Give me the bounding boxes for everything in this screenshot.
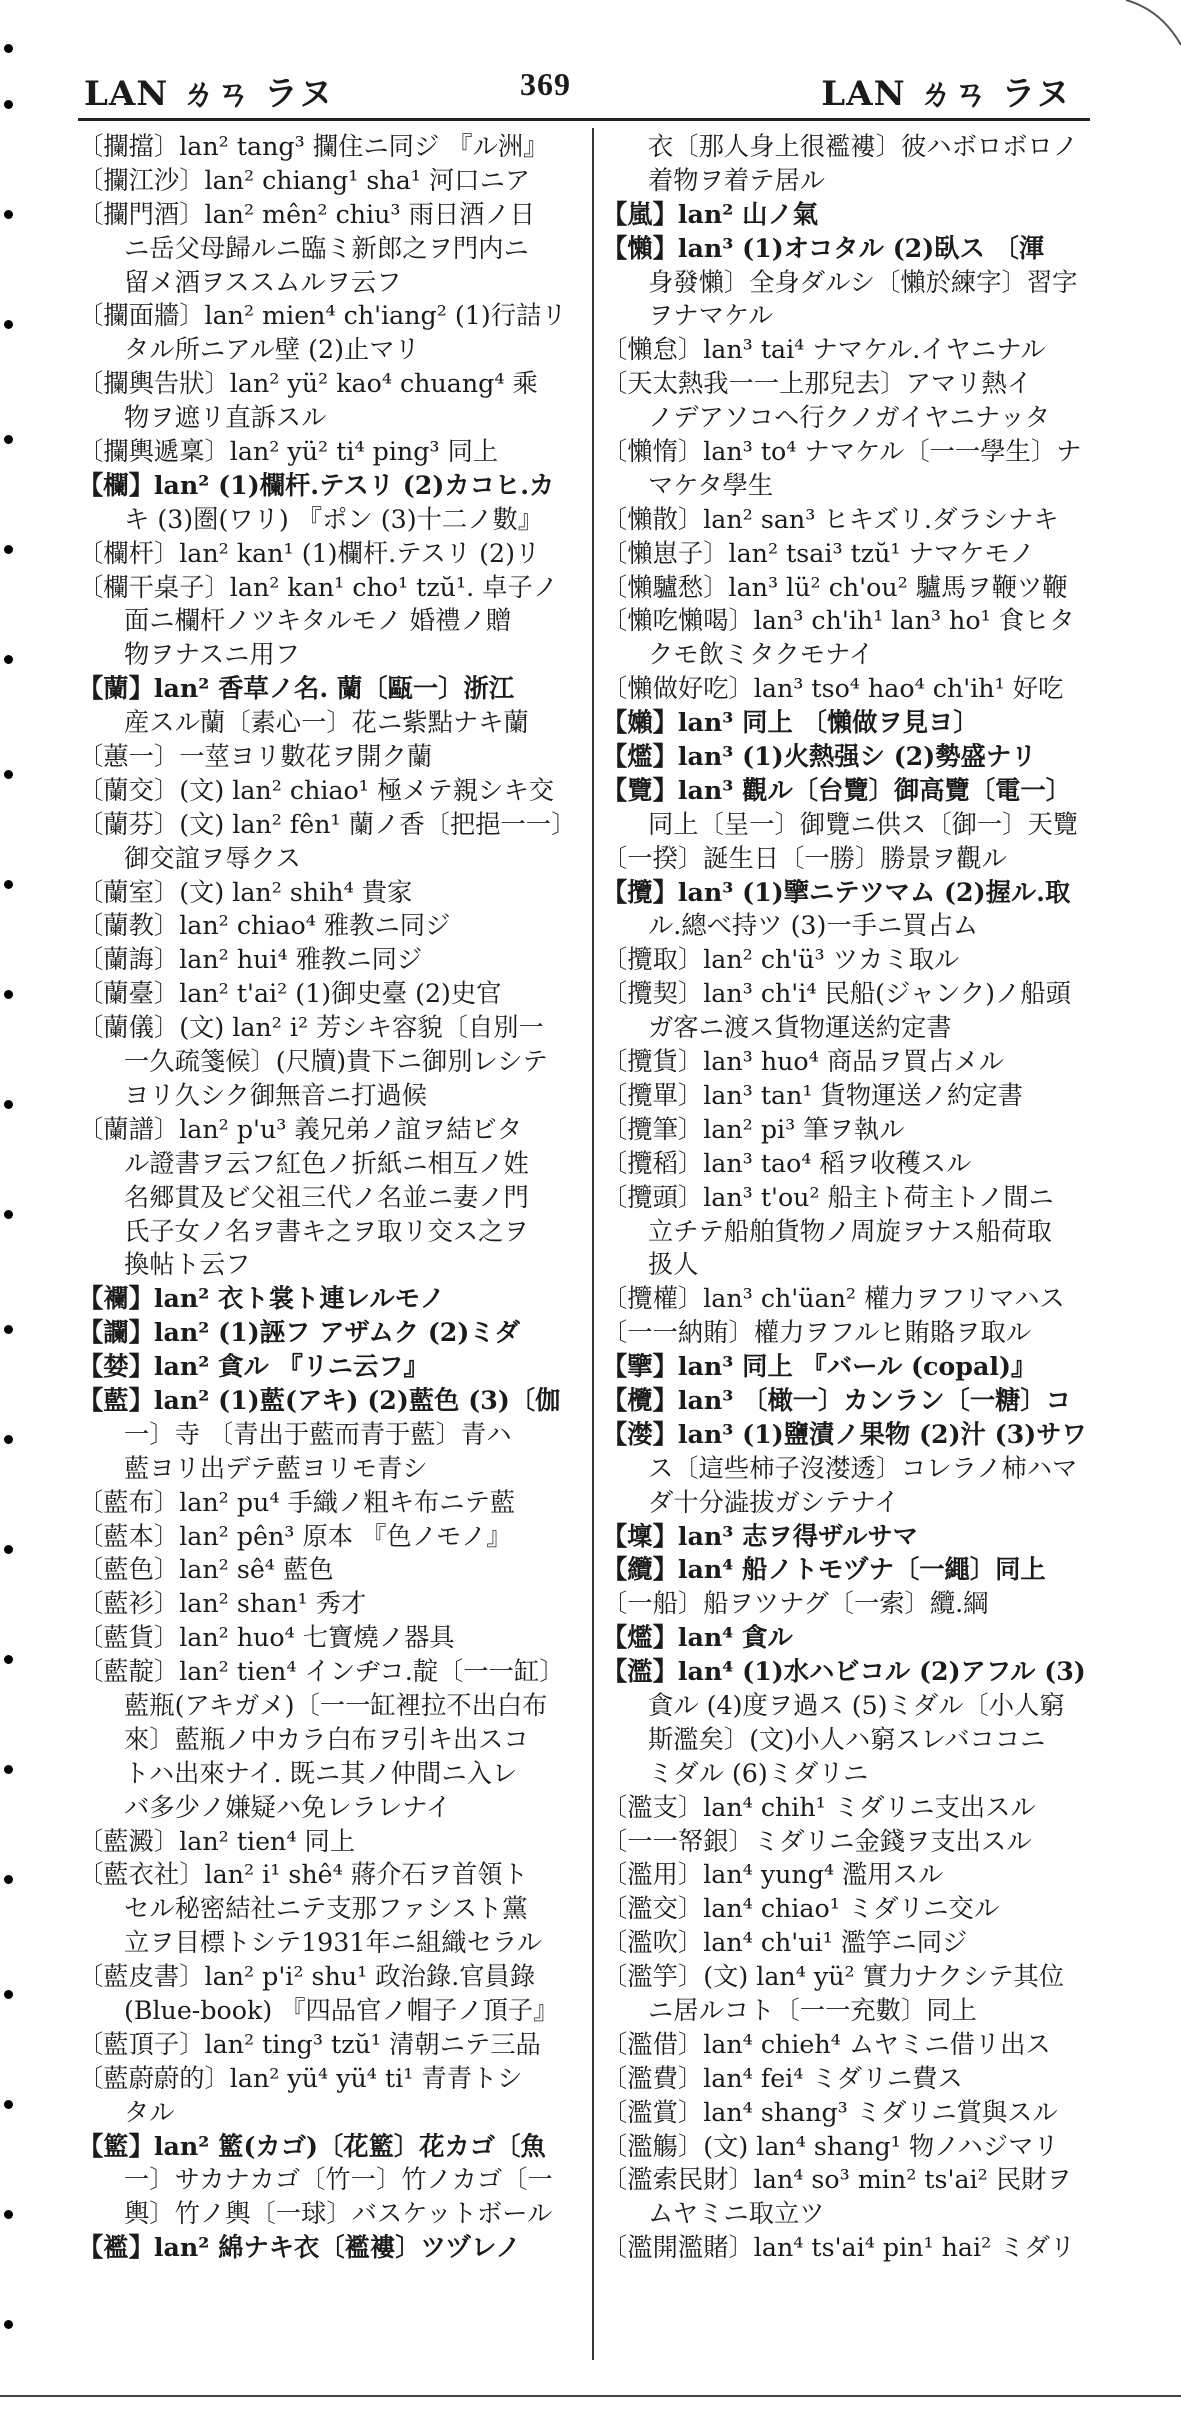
dictionary-entry-line: 〔一揆〕誕生日〔一勝〕勝景ヲ觀ル	[602, 843, 1007, 873]
dictionary-entry-line: 〔濫開濫賭〕lan⁴ ts'ai⁴ pin¹ hai² ミダリ	[602, 2233, 1076, 2263]
dictionary-entry-line: 〔蘭交〕(文) lan² chiao¹ 極メテ親シキ交	[78, 775, 555, 805]
dictionary-entry-line: 〔欄干桌子〕lan² kan¹ cho¹ tzŭ¹. 卓子ノ	[78, 572, 559, 602]
dictionary-entry-line: 物ヲナスニ用フ	[124, 640, 301, 670]
dictionary-entry-line: 〔濫借〕lan⁴ chieh⁴ ムヤミニ借リ出ス	[602, 2029, 1051, 2059]
dictionary-entry-line: 〔濫吹〕lan⁴ ch'ui¹ 濫竽ニ同ジ	[602, 1928, 968, 1958]
dictionary-entry-line: 留メ酒ヲススムルヲ云フ	[124, 267, 402, 297]
dictionary-entry-line: タル	[124, 2097, 175, 2127]
dictionary-headword-line: 【欖】lan³ 〔橄一〕カンラン〔一糖〕コ	[602, 1384, 1072, 1415]
dictionary-headword-line: 【濫】lan⁴ (1)水ハビコル (2)アフル (3)	[602, 1656, 1086, 1687]
dictionary-entry-line: 〔藍布〕lan² pu⁴ 手織ノ粗キ布ニテ藍	[78, 1487, 516, 1517]
dictionary-entry-line: 〔藍貨〕lan² huo⁴ 七寶燒ノ器具	[78, 1623, 455, 1653]
dictionary-entry-line: 〔蕙一〕一莖ヨリ數花ヲ開ク蘭	[78, 742, 433, 772]
dictionary-entry-line: 輿〕竹ノ輿〔一球〕バスケットボール	[124, 2199, 553, 2229]
dictionary-entry-line: ニ居ルコト〔一一充數〕同上	[648, 1995, 977, 2025]
dictionary-entry-line: 立ヲ目標トシテ1931年ニ組織セラル	[124, 1928, 542, 1958]
dictionary-entry-line: 藍ヨリ出デテ藍ヨリモ青シ	[124, 1453, 428, 1483]
dictionary-entry-line: 〔攔輿遞稟〕lan² yü² ti⁴ ping³ 同上	[78, 437, 499, 467]
binding-hole-mark	[4, 320, 13, 329]
dictionary-entry-line: 〔懶做好吃〕lan³ tso⁴ hao⁴ ch'ih¹ 好吃	[602, 674, 1064, 704]
dictionary-headword-line: 【藍】lan² (1)藍(アキ) (2)藍色 (3)〔伽	[78, 1384, 561, 1415]
dictionary-entry-line: 身發懶〕全身ダルシ〔懶於練字〕習字	[648, 267, 1078, 297]
dictionary-entry-line: バ多少ノ嫌疑ハ免レラレナイ	[124, 1792, 452, 1822]
dictionary-entry-line: 〔一一納賄〕權力ヲフルヒ賄賂ヲ取ル	[602, 1318, 1032, 1348]
dictionary-entry-line: 一〕サカナカゴ〔竹一〕竹ノカゴ〔一	[124, 2165, 553, 2195]
dictionary-entry-line: ヲナマケル	[648, 301, 774, 331]
dictionary-entry-line: 〔濫觴〕(文) lan⁴ shang¹ 物ノハジマリ	[602, 2131, 1059, 2161]
dictionary-headword-line: 【爁】lan³ (1)火熱强シ (2)勢盛ナリ	[602, 741, 1037, 772]
dictionary-entry-line: ル.總べ持ツ (3)一手ニ買占ム	[648, 911, 979, 941]
dictionary-headword-line: 【懶】lan³ (1)オコタル (2)臥ス 〔渾	[602, 232, 1045, 263]
binding-hole-mark	[4, 770, 13, 779]
dictionary-entry-line: 物ヲ遮リ直訴スル	[124, 403, 327, 433]
dictionary-headword-line: 【壈】lan³ 志ヲ得ザルサマ	[602, 1520, 918, 1551]
dictionary-entry-line: 〔天太熱我一一上那兒去〕アマリ熱イ	[602, 369, 1033, 399]
dictionary-entry-line: 斯濫矣〕(文)小人ハ窮スレバココニ	[648, 1724, 1046, 1754]
dictionary-entry-line: キ (3)圏(ワリ) 『ポン (3)十二ノ數』	[124, 504, 544, 534]
page-number: 369	[520, 66, 571, 102]
dictionary-headword-line: 【漤】lan³ (1)鹽漬ノ果物 (2)汁 (3)サワ	[602, 1418, 1087, 1449]
binding-hole-mark	[4, 1765, 13, 1774]
left-column	[78, 130, 578, 2265]
dictionary-headword-line: 【嬾】lan³ 同上 〔懶做ヲ見ヨ〕	[602, 707, 979, 738]
dictionary-entry-line: 換帖ト云フ	[124, 1250, 251, 1280]
dictionary-entry-line: トハ出來ナイ. 既ニ其ノ仲間ニ入レ	[124, 1758, 518, 1788]
dictionary-entry-line: 〔懶崽子〕lan² tsai³ tzŭ¹ ナマケモノ	[602, 538, 1035, 568]
dictionary-entry-line: 立チテ船舶貨物ノ周旋ヲナス船荷取	[648, 1216, 1052, 1246]
dictionary-entry-line: ムヤミニ取立ツ	[648, 2199, 825, 2229]
dictionary-entry-line: ガ客ニ渡ス貨物運送約定書	[648, 1013, 952, 1043]
dictionary-entry-line: 〔藍衫〕lan² shan¹ 秀才	[78, 1589, 367, 1619]
dictionary-entry-line: 〔濫交〕lan⁴ chiao¹ ミダリニ交ル	[602, 1894, 1000, 1924]
dictionary-headword-line: 【讕】lan² (1)誣フ アザムク (2)ミダ	[78, 1317, 520, 1348]
dictionary-headword-line: 【婪】lan² 貪ル 『リニ云フ』	[78, 1351, 429, 1382]
dictionary-headword-line: 【襴】lan² 衣ト裳ト連レルモノ	[78, 1283, 445, 1314]
dictionary-entry-line: 〔藍皮書〕lan² p'i² shu¹ 政治錄.官員錄	[78, 1962, 536, 1992]
binding-hole-mark	[4, 435, 13, 444]
binding-hole-mark	[4, 1100, 13, 1109]
dictionary-entry-line: マケタ學生	[648, 470, 774, 500]
dictionary-entry-line: ス〔這些柿子沒漤透〕コレラノ柿ハマ	[648, 1453, 1078, 1483]
dictionary-entry-line: 〔蘭儀〕(文) lan² i² 芳シキ容貌〔自別一	[78, 1013, 544, 1043]
dictionary-entry-line: 藍瓶(アキガメ)〔一一缸裡拉不出白布	[124, 1690, 548, 1720]
dictionary-entry-line: ミダル (6)ミダリニ	[648, 1758, 869, 1788]
header-right-guide: LAN ㄌㄢ ラヌ	[821, 74, 1071, 114]
dictionary-headword-line: 【爁】lan⁴ 貪ル	[602, 1622, 793, 1653]
dictionary-entry-line: 〔懶吃懶喝〕lan³ ch'ih¹ lan³ ho¹ 食ヒタ	[602, 606, 1075, 636]
dictionary-entry-line: 〔濫用〕lan⁴ yung⁴ 濫用スル	[602, 1860, 944, 1890]
dictionary-entry-line: 〔攬契〕lan³ ch'i⁴ 民船(ジャンク)ノ船頭	[602, 979, 1071, 1009]
binding-hole-mark	[4, 545, 13, 554]
dictionary-entry-line: ル證書ヲ云フ紅色ノ折紙ニ相互ノ姓	[124, 1148, 529, 1178]
dictionary-headword-line: 【襤】lan² 綿ナキ衣〔襤褸〕ツヅレノ	[78, 2232, 521, 2263]
binding-hole-mark	[4, 2210, 13, 2219]
dictionary-entry-line: 着物ヲ着テ居ル	[648, 165, 826, 195]
dictionary-entry-line: 〔蘭臺〕lan² t'ai² (1)御史臺 (2)史官	[78, 979, 502, 1009]
binding-hole-mark	[4, 1875, 13, 1884]
dictionary-entry-line: セル秘密結社ニテ支那ファシスト黨	[124, 1894, 528, 1924]
binding-hole-mark	[4, 44, 13, 53]
dictionary-entry-line: 〔藍靛〕lan² tien⁴ インヂコ.靛〔一一缸〕	[78, 1657, 565, 1687]
dictionary-entry-line: 〔一船〕船ヲツナグ〔一索〕纜.綱	[602, 1589, 989, 1619]
page-header	[0, 58, 1181, 118]
dictionary-entry-line: (Blue-book) 『四品官ノ帽子ノ頂子』	[124, 1995, 559, 2025]
dictionary-entry-line: 〔藍澱〕lan² tien⁴ 同上	[78, 1826, 356, 1856]
binding-hole-mark	[4, 990, 13, 999]
binding-hole-mark	[4, 655, 13, 664]
dictionary-entry-line: 〔藍頂子〕lan² ting³ tzŭ¹ 清朝ニテ三品	[78, 2029, 541, 2059]
dictionary-entry-line: ヨリ久シク御無音ニ打過候	[124, 1080, 428, 1110]
dictionary-entry-line: ダ十分澁拔ガシテナイ	[648, 1487, 900, 1517]
dictionary-headword-line: 【欄】lan² (1)欄杆.テスリ (2)カコヒ.カ	[78, 469, 555, 500]
right-column	[602, 130, 1102, 2265]
dictionary-entry-line: 〔攬貨〕lan³ huo⁴ 商品ヲ買占メル	[602, 1047, 1004, 1077]
dictionary-entry-line: 〔蘭教〕lan² chiao⁴ 雅教ニ同ジ	[78, 911, 451, 941]
dictionary-entry-line: 〔藍蔚蔚的〕lan² yü⁴ yü⁴ ti¹ 青青トシ	[78, 2063, 523, 2093]
column-divider	[592, 128, 594, 2360]
dictionary-entry-line: 面ニ欄杆ノツキタルモノ 婚禮ノ贈	[124, 606, 511, 636]
dictionary-entry-line: 〔藍衣社〕lan² i¹ shê⁴ 蔣介石ヲ首領ト	[78, 1860, 528, 1890]
dictionary-entry-line: 同上〔呈一〕御覽ニ供ス〔御一〕天覽	[648, 809, 1079, 839]
dictionary-headword-line: 【覽】lan³ 觀ル〔台覽〕御高覽〔電一〕	[602, 774, 1072, 805]
dictionary-entry-line: 名郷貫及ビ父祖三代ノ名並ニ妻ノ門	[124, 1182, 529, 1212]
dictionary-entry-line: 〔藍色〕lan² sê⁴ 藍色	[78, 1555, 334, 1585]
dictionary-entry-line: 産スル蘭〔素心一〕花ニ紫點ナキ蘭	[124, 708, 529, 738]
binding-hole-mark	[4, 2100, 13, 2109]
dictionary-entry-line: クモ飲ミタクモナイ	[648, 640, 874, 670]
dictionary-entry-line: 〔懶惰〕lan³ to⁴ ナマケル〔一一學生〕ナ	[602, 437, 1082, 467]
dictionary-entry-line: 〔懶驢愁〕lan³ lü² ch'ou² 驢馬ヲ鞭ツ鞭	[602, 572, 1068, 602]
binding-hole-mark	[4, 1655, 13, 1664]
dictionary-entry-line: 扱人	[648, 1250, 699, 1280]
dictionary-entry-line: 〔濫支〕lan⁴ chih¹ ミダリニ支出スル	[602, 1792, 1036, 1822]
dictionary-entry-line: 〔蘭誨〕lan² hui⁴ 雅教ニ同ジ	[78, 945, 423, 975]
dictionary-entry-line: 〔濫索民財〕lan⁴ so³ min² ts'ai² 民財ヲ	[602, 2165, 1072, 2195]
dictionary-entry-line: 〔蘭芬〕(文) lan² fên¹ 蘭ノ香〔把挹一一〕	[78, 809, 577, 839]
bottom-rule	[0, 2395, 1181, 2397]
dictionary-entry-line: 〔濫費〕lan⁴ fei⁴ ミダリニ費ス	[602, 2063, 963, 2093]
dictionary-entry-line: 〔攬稻〕lan³ tao⁴ 稻ヲ收穫スル	[602, 1148, 972, 1178]
dictionary-entry-line: 〔蘭室〕(文) lan² shih⁴ 貴家	[78, 877, 413, 907]
dictionary-entry-line: 〔一一帑銀〕ミダリニ金錢ヲ支出スル	[602, 1826, 1032, 1856]
dictionary-entry-line: 〔攔擋〕lan² tang³ 攔住ニ同ジ 『ル洲』	[78, 132, 549, 161]
dictionary-entry-line: 〔濫竽〕(文) lan⁴ yü² 實力ナクシテ其位	[602, 1962, 1065, 1992]
binding-hole-mark	[4, 2320, 13, 2329]
dictionary-headword-line: 【纜】lan⁴ 船ノトモヅナ〔一繩〕同上	[602, 1554, 1046, 1585]
dictionary-headword-line: 【擥】lan³ 同上 『バール (copal)』	[602, 1351, 1037, 1382]
binding-hole-mark	[4, 1210, 13, 1219]
dictionary-headword-line: 【蘭】lan² 香草ノ名. 蘭〔甌一〕浙江	[78, 673, 515, 704]
header-left-guide: LAN ㄌㄢ ラヌ	[84, 74, 334, 114]
dictionary-entry-line: 〔濫賞〕lan⁴ shang³ ミダリニ賞與スル	[602, 2097, 1058, 2127]
dictionary-entry-line: 〔攔輿告狀〕lan² yü² kao⁴ chuang⁴ 乘	[78, 369, 538, 399]
dictionary-entry-line: 〔懶散〕lan² san³ ヒキズリ.ダラシナキ	[602, 504, 1059, 534]
dictionary-entry-line: 〔蘭譜〕lan² p'u³ 義兄弟ノ誼ヲ結ビタ	[78, 1114, 523, 1144]
dictionary-entry-line: 〔攔面牆〕lan² mien⁴ ch'iang² (1)行詰リ	[78, 301, 567, 331]
dictionary-headword-line: 【攬】lan³ (1)擥ニテツマム (2)握ル.取	[602, 876, 1071, 907]
dictionary-entry-line: 〔攬筆〕lan² pi³ 筆ヲ執ル	[602, 1114, 905, 1144]
binding-hole-mark	[4, 1990, 13, 1999]
dictionary-entry-line: 〔攔江沙〕lan² chiang¹ sha¹ 河口ニア	[78, 165, 531, 195]
dictionary-entry-line: 〔懶怠〕lan³ tai⁴ ナマケル.イヤニナル	[602, 335, 1046, 365]
dictionary-entry-line: 〔攬頭〕lan³ t'ou² 船主ト荷主トノ間ニ	[602, 1182, 1054, 1212]
dictionary-entry-line: 〔攬權〕lan³ ch'üan² 權力ヲフリマハス	[602, 1284, 1065, 1314]
dictionary-entry-line: 氏子女ノ名ヲ書キ之ヲ取リ交ス之ヲ	[124, 1216, 529, 1246]
dictionary-entry-line: 一〕寺 〔青出于藍而青于藍〕青ハ	[124, 1419, 512, 1449]
binding-hole-mark	[4, 1435, 13, 1444]
dictionary-entry-line: 〔藍本〕lan² pên³ 原本 『色ノモノ』	[78, 1521, 512, 1551]
binding-hole-mark	[4, 880, 13, 889]
dictionary-entry-line: 一久疏箋候〕(尺牘)貴下ニ御別レシテ	[124, 1047, 548, 1077]
header-rule	[78, 118, 1090, 121]
dictionary-entry-line: ノデアソコヘ行クノガイヤニナッタ	[648, 403, 1051, 433]
page-edge-curl	[1121, 0, 1181, 60]
dictionary-entry-line: 御交誼ヲ辱クス	[124, 843, 301, 873]
dictionary-headword-line: 【嵐】lan² 山ノ氣	[602, 198, 819, 229]
dictionary-entry-line: タル所ニアル壁 (2)止マリ	[124, 335, 420, 365]
dictionary-entry-line: 〔攔門酒〕lan² mên² chiu³ 雨日酒ノ日	[78, 199, 536, 229]
dictionary-entry-line: 〔攬單〕lan³ tan¹ 貨物運送ノ約定書	[602, 1080, 1023, 1110]
dictionary-entry-line: 〔欄杆〕lan² kan¹ (1)欄杆.テスリ (2)リ	[78, 538, 541, 568]
binding-hole-mark	[4, 1545, 13, 1554]
dictionary-entry-line: 衣〔那人身上很襤褸〕彼ハボロボロノ	[648, 132, 1079, 161]
dictionary-entry-line: ニ岳父母歸ルニ臨ミ新郎之ヲ門内ニ	[124, 233, 529, 263]
dictionary-entry-line: 貪ル (4)度ヲ過ス (5)ミダル〔小人窮	[648, 1690, 1065, 1720]
binding-hole-mark	[4, 1325, 13, 1334]
dictionary-entry-line: 來〕藍瓶ノ中カラ白布ヲ引キ出スコ	[124, 1724, 529, 1754]
binding-hole-mark	[4, 210, 13, 219]
dictionary-entry-line: 〔攬取〕lan² ch'ü³ ツカミ取ル	[602, 945, 960, 975]
dictionary-headword-line: 【籃】lan² 籃(カゴ)〔花籃〕花カゴ〔魚	[78, 2130, 546, 2161]
